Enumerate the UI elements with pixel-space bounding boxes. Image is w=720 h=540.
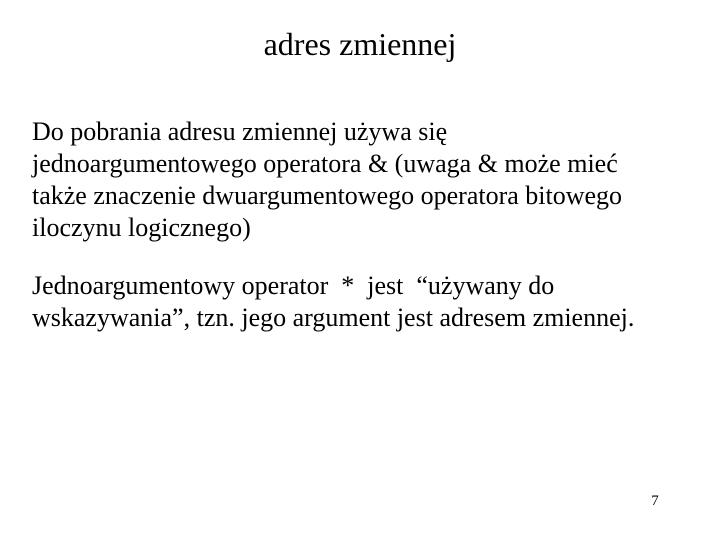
text-line: iloczynu logicznego) xyxy=(32,213,251,242)
page-number: 7 xyxy=(651,493,659,509)
slide-title: adres zmiennej xyxy=(263,26,457,62)
text-line: także znaczenie dwuargumentowego operatora bitowego xyxy=(32,181,623,210)
text-line: Do pobrania adresu zmiennej używa się xyxy=(32,117,448,146)
body-paragraph-dereference-operator xyxy=(32,270,692,334)
text-line: jednoargumentowego operatora & (uwaga & może mieć xyxy=(32,149,618,178)
body-paragraph-address-operator xyxy=(32,116,692,244)
text-line: wskazywania”, tzn. jego argument jest adresem zmiennej. xyxy=(32,303,635,332)
text-line: Jednoargumentowy operator * jest “używany do xyxy=(32,271,555,300)
